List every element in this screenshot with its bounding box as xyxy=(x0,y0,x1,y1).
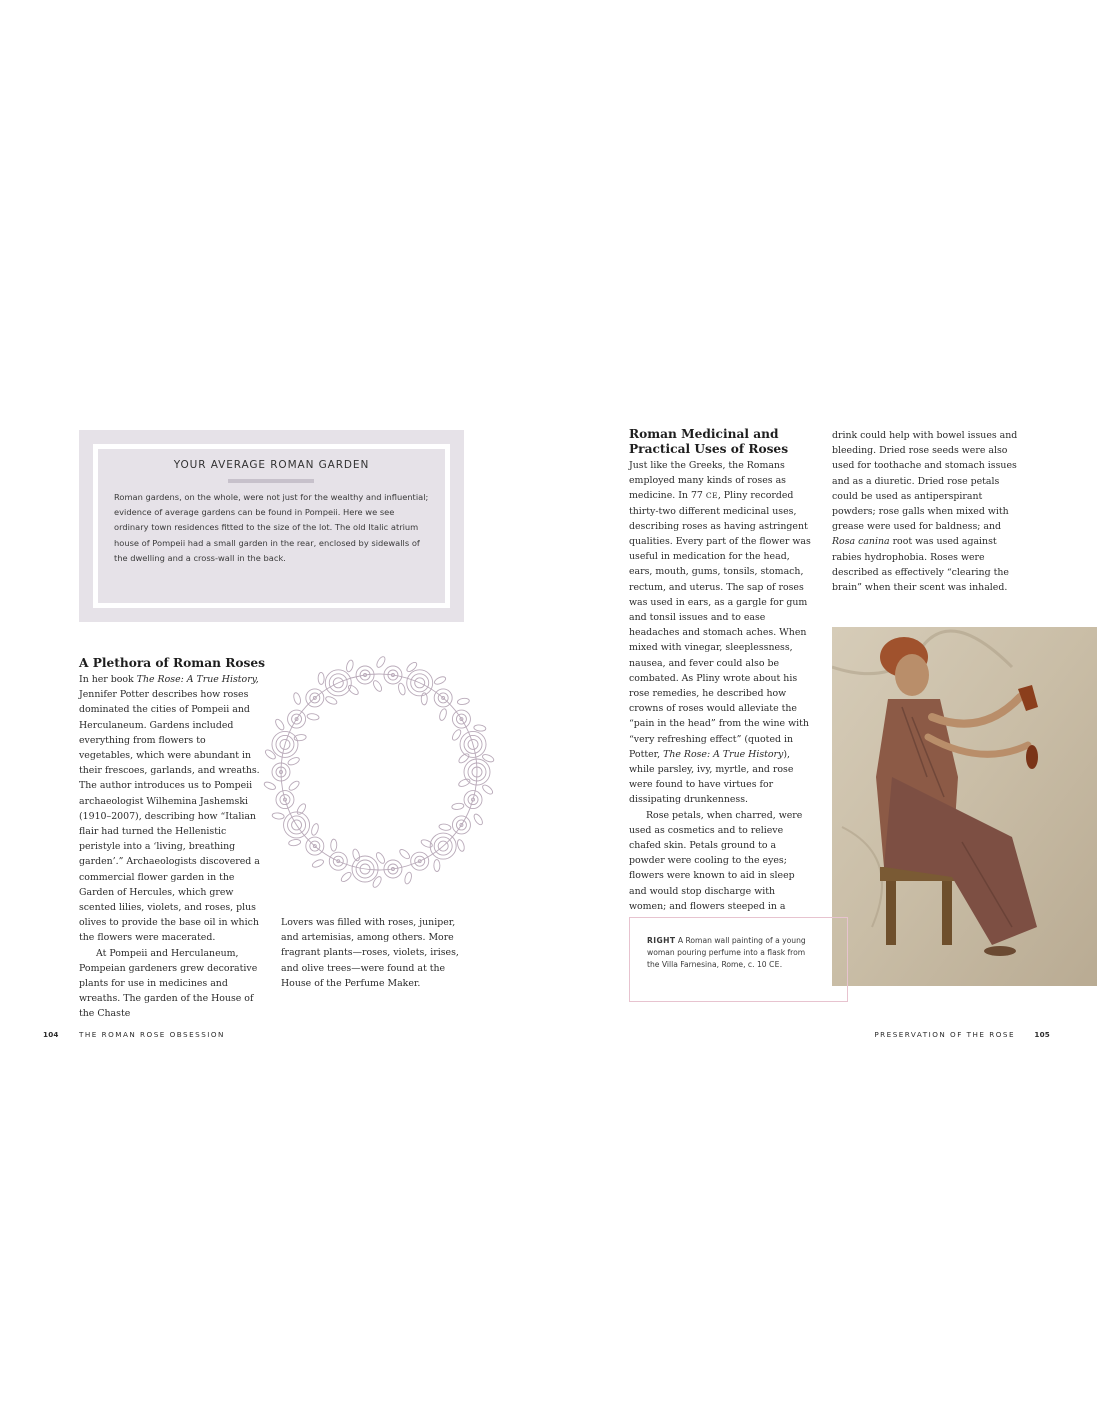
left-article-column-2 xyxy=(281,915,459,991)
wreath-rose xyxy=(263,781,307,816)
right-page-number: 105 xyxy=(1034,1030,1050,1039)
era-abbreviation: CE xyxy=(769,959,780,969)
wreath-rose xyxy=(421,689,470,707)
left-article-paragraph-1 xyxy=(79,672,261,946)
wreath-rose xyxy=(451,728,495,763)
wreath-rose xyxy=(397,670,446,696)
image-caption xyxy=(647,935,817,970)
wreath-rose xyxy=(306,672,324,720)
text-run: A Roman wall painting of a young woman pouring perfume into a flask from the Villa Farnesina, Rome, c. 10 xyxy=(647,936,806,969)
text-run: In her book xyxy=(79,674,137,685)
left-article-paragraph-2: At Pompeii and Herculaneum, Pompeian gardeners grew decorative plants for use in medicines and wreaths. The garden of the House of the Chaste xyxy=(79,947,258,1020)
right-article-heading: Roman Medicinal and Practical Uses of Roses xyxy=(629,427,789,456)
caption-box xyxy=(629,917,848,1002)
sidebar-body: Roman gardens, on the whole, were not just for the wealthy and influential; evidence of average gardens can be found in Pompeii. Here we see ordinary town residences fitted to the size of the lot. The old Italic atrium house of Pompeii had a small garden in the rear, enclosed by sidewalls of the dwelling and a cross-wall in the back. xyxy=(114,492,429,563)
wreath-rose xyxy=(272,812,320,838)
text-run: Jennifer Potter describes how roses dominated the cities of Pompeii and Herculaneum. Gardens included everything from flowers to vegetables, which were abundant in their frescoes, garlands, and wreaths. The author introduces us to Pompeii archaeologist Wilhemina Jashemski (1910–2007), describing how “Italian flair had turned the Hellenistic peristyle into a ‘living, breathing garden’.” Archaeologists discovered a commercial flower garden in the Garden of Hercules, which grew scented lilies, violets, and roses, plus olives to provide the base oil in which the flowers were macerated. xyxy=(79,689,260,944)
right-article-paragraph-2-continued xyxy=(832,428,1022,595)
sidebar-rule xyxy=(228,479,314,483)
species-name: Rosa canina xyxy=(832,536,890,548)
left-article-heading: A Plethora of Roman Roses xyxy=(79,656,265,670)
sidebar-title: YOUR AVERAGE ROMAN GARDEN xyxy=(173,459,370,471)
caption-label: RIGHT xyxy=(647,936,676,945)
left-article-column-1 xyxy=(79,672,261,1022)
text-run: root was used against rabies hydrophobia. Roses were described as effectively “clearing the brain” when their scent was inhaled. xyxy=(832,536,1009,594)
text-run: . xyxy=(779,959,783,969)
text-run: Just like the Greeks, the Romans employed many kinds of roses as medicine. In 77 xyxy=(629,460,786,502)
right-article-column-1 xyxy=(629,458,813,914)
wreath-rose xyxy=(288,692,307,741)
right-article-paragraph-1 xyxy=(629,458,813,808)
wreath-rose xyxy=(340,851,386,883)
book-title: The Rose: A True History xyxy=(663,748,784,760)
rose-wreath-illustration xyxy=(262,652,496,892)
wreath-rose xyxy=(430,823,456,871)
left-running-head: THE ROMAN ROSE OBSESSION xyxy=(79,1030,225,1039)
wreath-vine xyxy=(281,674,477,870)
wreath-rose xyxy=(372,661,418,693)
sidebar-box xyxy=(79,430,464,622)
book-title: The Rose: A True History, xyxy=(136,674,259,685)
wreath-rose xyxy=(451,803,470,852)
text-run: drink could help with bowel issues and bleeding. Dried rose seeds were also used for toothache and stomach issues and as a diuretic. Dried rose petals could be used as antiperspirant powders; rose galls when mixed with grease were used for baldness; and xyxy=(832,430,1018,533)
right-article-paragraph-2: Rose petals, when charred, were used as cosmetics and to relieve chafed skin. Petals ground to a powder were cooling to the eyes; flowers were known to aid in sleep and would stop discharge with women; and flowers steeped in a xyxy=(629,809,803,912)
text-run: , Pliny recorded thirty-two different medicinal uses, describing roses as having astringent qualities. Every part of the flower was useful in medication for the head, ears, mouth, gums, tonsils, stomach, rectum, and uterus. The sap of roses was used in ears, as a gargle for gum and tonsil issues and to ease headaches and stomach aches. When mixed with vinegar, sleeplessness, nausea, and fever could also be combated. As Pliny wrote about his rose remedies, he described how crowns of roses would alleviate the “pain in the head” from the wine with “very refreshing effect” (quoted in Potter, xyxy=(629,490,811,760)
wreath-rose xyxy=(288,837,337,855)
right-article-column-2 xyxy=(832,428,1022,595)
wreath-rose xyxy=(272,718,300,766)
left-page-number: 104 xyxy=(43,1030,59,1039)
text-run: ), while parsley, ivy, myrtle, and rose were found to have virtues for dissipating drunkenness. xyxy=(629,748,794,806)
era-abbreviation: CE xyxy=(705,491,718,501)
left-article-paragraph-2-continued: Lovers was filled with roses, juniper, and artemisias, among others. More fragrant plants—roses, violets, irises, and olive trees—were found at the House of the Perfume Maker. xyxy=(281,917,459,989)
roman-wall-painting xyxy=(832,627,1097,986)
right-running-head: PRESERVATION OF THE ROSE xyxy=(874,1030,1015,1039)
